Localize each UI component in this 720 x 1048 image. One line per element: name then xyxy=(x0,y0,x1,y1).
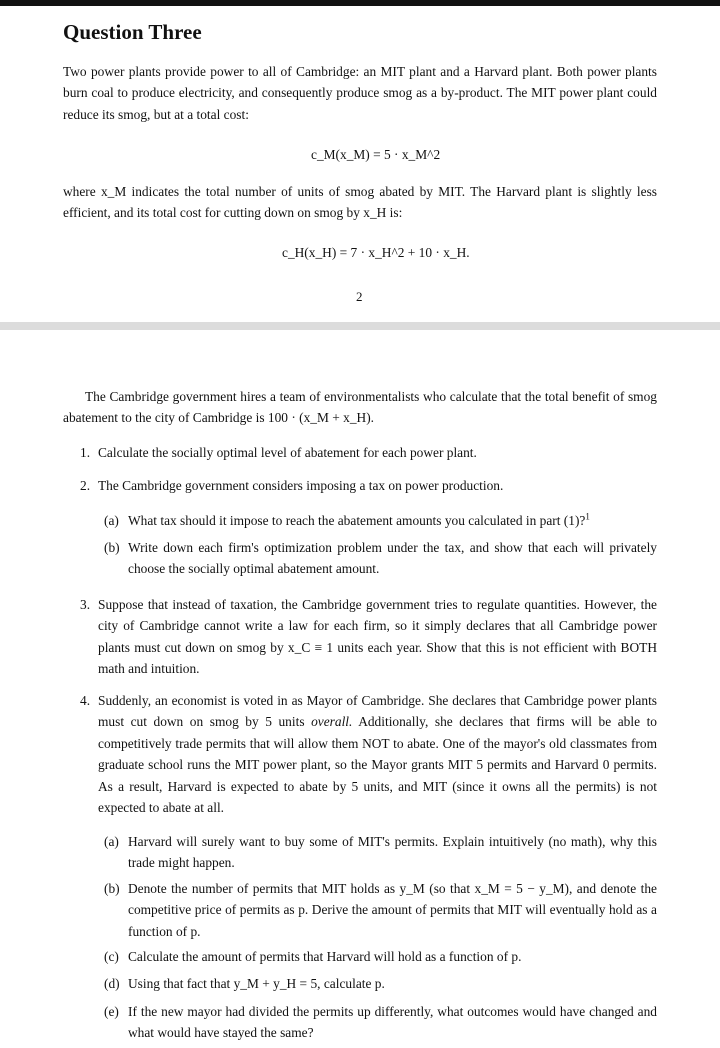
q4-text-part1: Suddenly, an economist is voted in as Mayor of Cambridge. She declares that Cambridge power plants must cut down on smog by 5 units xyxy=(98,693,657,730)
q4e-label: (e) xyxy=(104,1004,119,1019)
q2b-text: Write down each firm's optimization problem under the tax, and show that each will privately choose the socially optimal abatement amount. xyxy=(128,540,657,577)
q4a-text: Harvard will surely want to buy some of MIT's permits. Explain intuitively (no math), why this trade might happen. xyxy=(128,834,657,871)
q4e-text: If the new mayor had divided the permits up differently, what outcomes would have changed and what would have stayed the same? xyxy=(128,1004,657,1041)
q2b-label: (b) xyxy=(104,540,120,555)
mit-cost-equation xyxy=(311,147,440,163)
q2-number: 2. xyxy=(80,478,91,493)
q2a-label: (a) xyxy=(104,513,119,528)
q4d-label: (d) xyxy=(104,976,120,991)
q4c-text: Calculate the amount of permits that Harvard will hold as a function of p. xyxy=(128,949,522,964)
q4-overall-emphasis: overall. xyxy=(311,714,353,730)
benefit-text: The Cambridge government hires a team of environmentalists who calculate that the total benefit of smog abatement to the city of Cambridge is 100 · (x_M + x_H). xyxy=(63,389,657,426)
q4-number: 4. xyxy=(80,693,91,708)
page-title: Question Three xyxy=(63,20,202,44)
q4b-label: (b) xyxy=(104,881,120,896)
q2-text: The Cambridge government considers imposing a tax on power production. xyxy=(98,478,504,493)
harvard-cost-equation-text: c_H(x_H) = 7 · x_H^2 + 10 · x_H. xyxy=(282,245,470,260)
mit-cost-equation-text: c_M(x_M) = 5 · x_M^2 xyxy=(311,147,441,162)
page-number: 2 xyxy=(356,289,363,304)
q4a-label: (a) xyxy=(104,834,119,849)
benefit-paragraph xyxy=(63,386,657,429)
q4-text-part2: Additionally, she declares that firms will be able to competitively trade permits that will allow them NOT to abate. One of the mayor's old classmates from graduate school runs the MIT power plant, so the Mayor grants MIT 5 permits and Harvard 0 permits. As a result, Harvard is expected to abate by 5 units, and MIT (since it owns all the permits) is not expected to abate at all. xyxy=(98,714,657,816)
q1-text: Calculate the socially optimal level of abatement for each power plant. xyxy=(98,445,477,460)
where-paragraph: where x_M indicates the total number of units of smog abated by MIT. The Harvard plant is slightly less efficient, and its total cost for cutting down on smog by x_H is: xyxy=(63,184,657,221)
q3-number: 3. xyxy=(80,597,91,612)
q2a-text: What tax should it impose to reach the abatement amounts you calculated in part (1)? xyxy=(128,513,586,528)
q4d-text: Using that fact that y_M + y_H = 5, calculate p. xyxy=(128,976,385,991)
page-separator xyxy=(0,322,720,330)
q4b-text: Denote the number of permits that MIT holds as y_M (so that x_M = 5 − y_M), and denote the competitive price of permits as p. Derive the amount of permits that MIT will eventually hold as a function of p. xyxy=(128,881,657,939)
harvard-cost-equation xyxy=(282,245,470,261)
top-border xyxy=(0,0,720,6)
q1-number: 1. xyxy=(80,445,91,460)
q4c-label: (c) xyxy=(104,949,119,964)
q4-item xyxy=(98,690,657,818)
intro-paragraph: Two power plants provide power to all of Cambridge: an MIT plant and a Harvard plant. Both power plants burn coal to produce electricity, and consequently produce smog as a by-product. The MIT power plant could reduce its smog, but at a total cost: xyxy=(63,64,657,122)
footnote-marker: 1 xyxy=(585,511,590,522)
q2a-item xyxy=(128,510,657,531)
q3-text: Suppose that instead of taxation, the Cambridge government tries to regulate quantities. However, the city of Cambridge cannot write a law for each firm, so it simply declares that all Cambridge power plants must cut down on smog by x_C ≡ 1 units each year. Show that this is not efficient with BOTH math and intuition. xyxy=(98,597,657,677)
